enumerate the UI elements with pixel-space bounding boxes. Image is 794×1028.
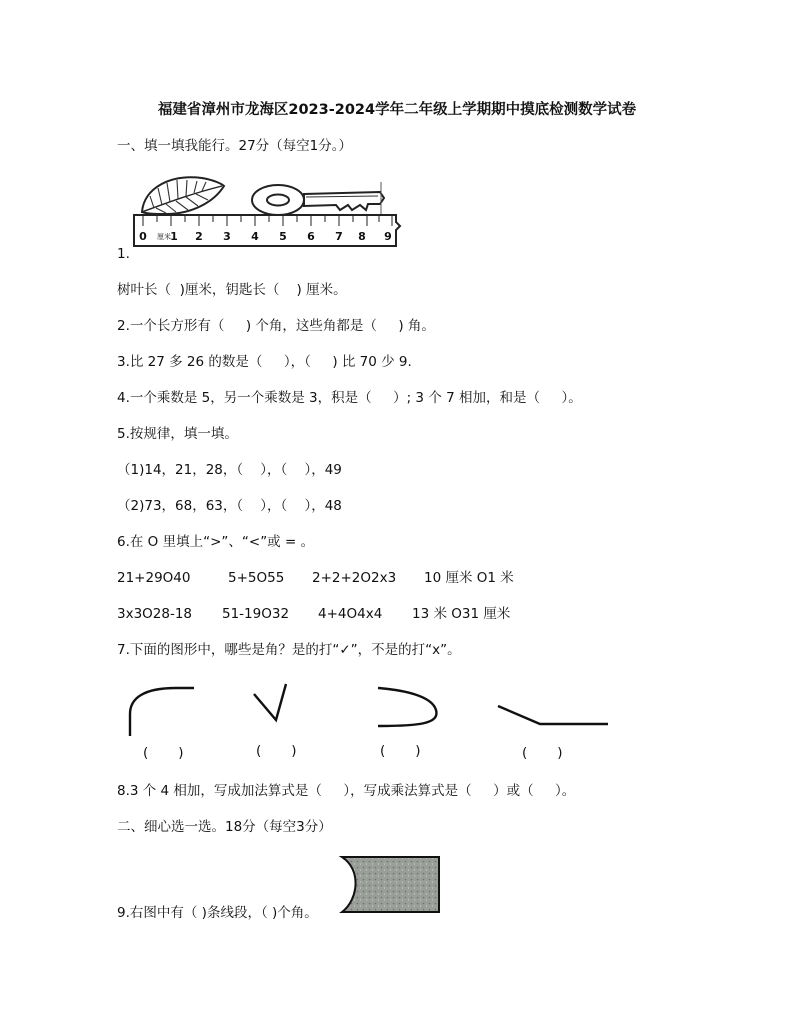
q3-text: 3.比 27 多 26 的数是（ ），（ ) 比 70 少 9. — [117, 354, 412, 370]
ruler-tick-8: 8 — [358, 230, 366, 243]
q7-answer-1[interactable]: ( ) — [143, 745, 184, 761]
q5-2-text: （2)73，68，63，（ ），（ ），48 — [117, 498, 342, 514]
ruler-tick-5: 5 — [279, 230, 287, 243]
q5-text: 5.按规律，填一填。 — [117, 426, 238, 442]
q1-number: 1. — [117, 246, 130, 262]
q7-text: 7.下面的图形中，哪些是角？是的打“✓”，不是的打“x”。 — [117, 642, 461, 658]
q6-row2-item: 51-19O32 — [222, 606, 290, 622]
ruler-tick-2: 2 — [195, 230, 203, 243]
q6-row2-item: 13 米 O31 厘米 — [412, 606, 511, 622]
q6-row1-item: 5+5O55 — [228, 570, 285, 586]
ruler — [134, 215, 400, 246]
q6-row1-item: 10 厘米 O1 米 — [424, 570, 514, 586]
ruler-tick-9: 9 — [384, 230, 392, 243]
ruler-tick-4: 4 — [251, 230, 259, 243]
shape-3 — [378, 688, 436, 726]
shape-2 — [254, 684, 286, 720]
q8-text: 8.3 个 4 相加，写成加法算式是（ ），写成乘法算式是（ ）或（ ）。 — [117, 783, 576, 799]
q5-1-text: （1)14，21，28，（ ），（ ），49 — [117, 462, 342, 478]
q6-row1-item: 2+2+2O2x3 — [312, 570, 397, 586]
q7-answer-4[interactable]: ( ) — [522, 745, 563, 761]
shape-4 — [498, 706, 608, 724]
q6-row2-item: 3x3O28-18 — [117, 606, 193, 622]
leaf-icon — [142, 177, 224, 214]
q9-figure — [338, 854, 444, 916]
section1-heading: 一、填一填我能行。27分（每空1分。） — [117, 138, 353, 154]
q6-text: 6.在 O 里填上“>”、“<”或 = 。 — [117, 534, 315, 550]
exam-title: 福建省漳州市龙海区2023-2024学年二年级上学期期中摸底检测数学试卷 — [157, 102, 637, 118]
q2-text: 2.一个长方形有（ ) 个角，这些角都是（ ) 角。 — [117, 318, 435, 334]
q9-text: 9.右图中有（ )条线段，（ )个角。 — [117, 905, 318, 921]
q1-text: 树叶长（ )厘米，钥匙长（ ) 厘米。 — [117, 282, 347, 298]
ruler-unit: 厘米 — [157, 233, 171, 241]
q4-text: 4.一个乘数是 5，另一个乘数是 3，积是（ ）; 3 个 7 相加，和是（ ）。 — [117, 390, 582, 406]
ruler-tick-0: 0 — [139, 230, 147, 243]
shape-1 — [130, 688, 194, 736]
section2-heading: 二、细心选一选。18分（每空3分） — [117, 819, 332, 835]
ruler-figure — [130, 168, 405, 248]
ruler-tick-7: 7 — [335, 230, 343, 243]
q6-row1-item: 21+29O40 — [117, 570, 191, 586]
q7-shapes — [120, 676, 620, 740]
q7-answer-2[interactable]: ( ) — [256, 743, 297, 759]
key-icon — [252, 182, 384, 215]
ruler-tick-1: 1 — [170, 230, 178, 243]
q7-answer-3[interactable]: ( ) — [380, 743, 421, 759]
ruler-tick-6: 6 — [307, 230, 315, 243]
q6-row2-item: 4+4O4x4 — [318, 606, 383, 622]
ruler-tick-3: 3 — [223, 230, 231, 243]
